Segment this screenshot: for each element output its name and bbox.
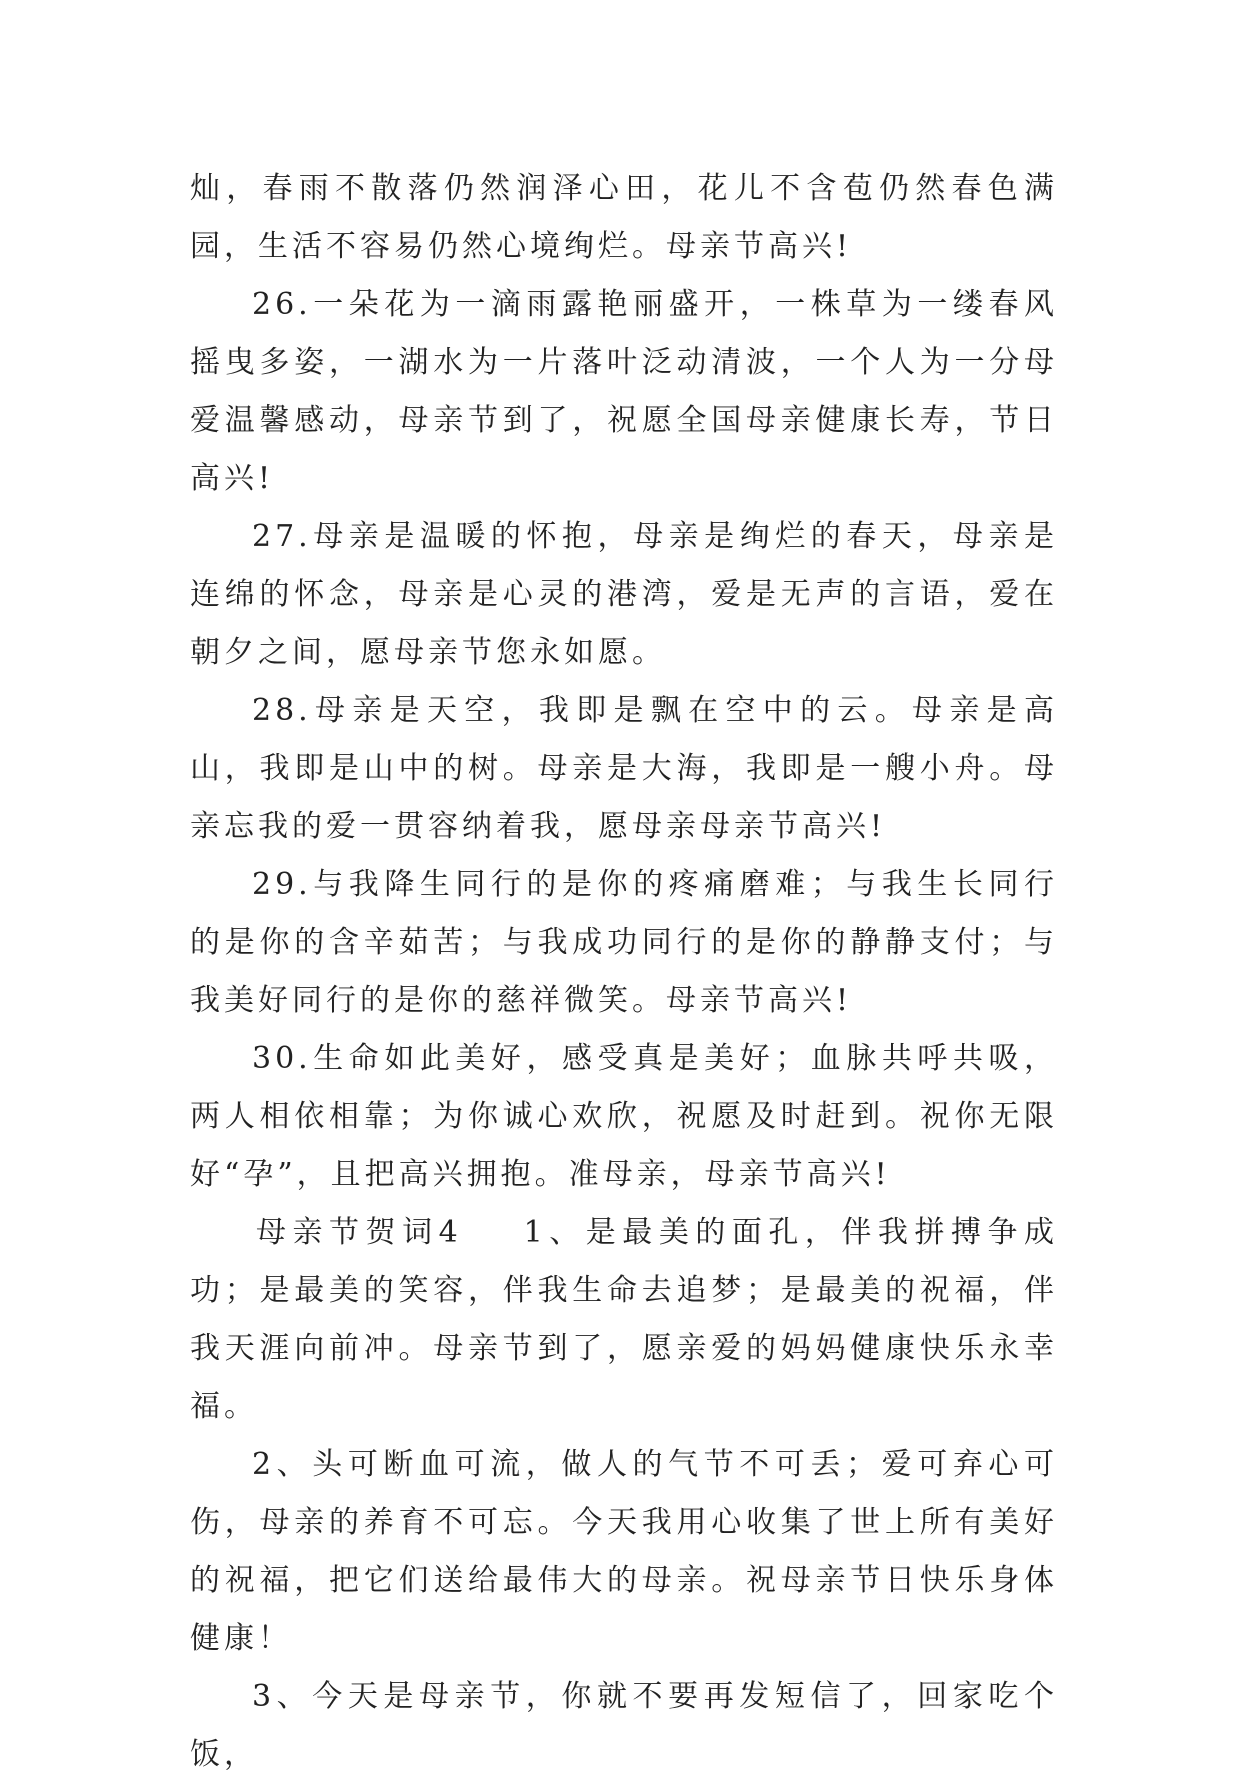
section-heading: 母亲节贺词4 xyxy=(256,1215,462,1250)
paragraph-29: 29.与我降生同行的是你的疼痛磨难；与我生长同行的是你的含辛茹苦；与我成功同行的是你的静静支付；与我美好同行的是你的慈祥微笑。母亲节高兴! xyxy=(190,867,1058,1018)
document-body xyxy=(190,160,1058,1784)
paragraph-continuation: 灿，春雨不散落仍然润泽心田，花儿不含苞仍然春色满园，生活不容易仍然心境绚烂。母亲节高兴! xyxy=(190,171,1058,264)
paragraph-26: 26.一朵花为一滴雨露艳丽盛开，一株草为一缕春风摇曳多姿，一湖水为一片落叶泛动清波，一个人为一分母爱温馨感动，母亲节到了，祝愿全国母亲健康长寿，节日高兴! xyxy=(190,287,1058,496)
section-paragraph xyxy=(190,1204,1058,1436)
paragraph-30: 30.生命如此美好，感受真是美好；血脉共呼共吸，两人相依相靠；为你诚心欢欣，祝愿及时赶到。祝你无限好“孕”，且把高兴拥抱。准母亲，母亲节高兴! xyxy=(190,1041,1058,1192)
section-item-2: 2、头可断血可流，做人的气节不可丢；爱可弃心可伤，母亲的养育不可忘。今天我用心收集了世上所有美好的祝福，把它们送给最伟大的母亲。祝母亲节日快乐身体健康！ xyxy=(190,1447,1058,1656)
paragraph-27: 27.母亲是温暖的怀抱，母亲是绚烂的春天，母亲是连绵的怀念，母亲是心灵的港湾，爱是无声的言语，爱在朝夕之间，愿母亲节您永如愿。 xyxy=(190,519,1058,670)
paragraph-28: 28.母亲是天空，我即是飘在空中的云。母亲是高山，我即是山中的树。母亲是大海，我即是一艘小舟。母亲忘我的爱一贯容纳着我，愿母亲母亲节高兴! xyxy=(190,693,1058,844)
section-item-1: 1、是最美的面孔，伴我拼搏争成功；是最美的笑容，伴我生命去追梦；是最美的祝福，伴我天涯向前冲。母亲节到了，愿亲爱的妈妈健康快乐永幸福。 xyxy=(190,1215,1058,1424)
section-item-3: 3、今天是母亲节，你就不要再发短信了，回家吃个饭， xyxy=(190,1679,1058,1772)
